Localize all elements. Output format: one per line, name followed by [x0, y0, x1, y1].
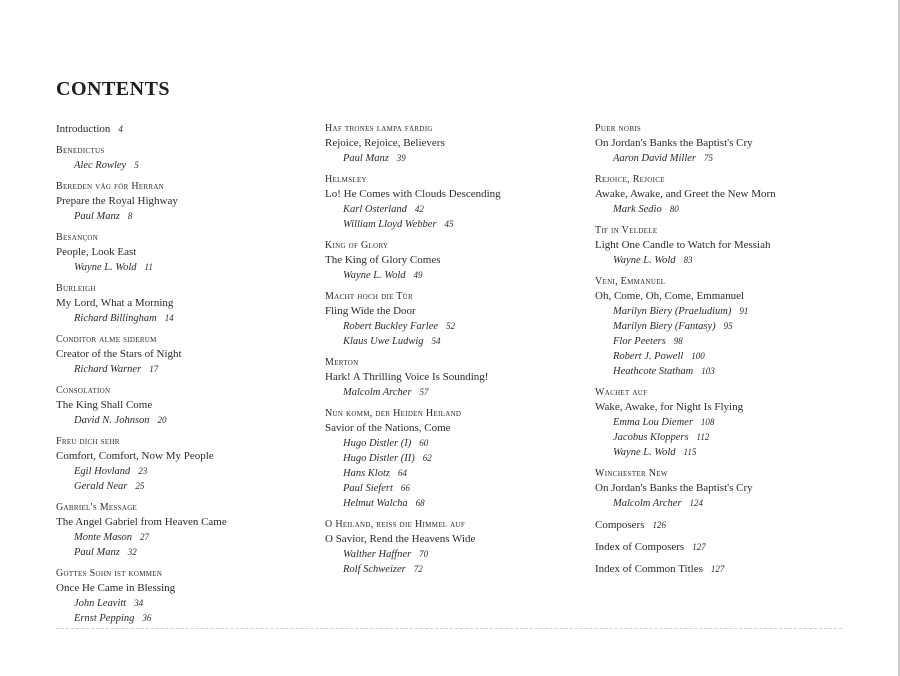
tune-name: Winchester New: [595, 468, 668, 479]
back-matter-label: Index of Common Titles: [595, 563, 703, 575]
arrangement-line[interactable]: [595, 202, 855, 217]
toc-column-3: [595, 122, 855, 584]
composer-name: Robert J. Powell: [613, 351, 684, 362]
page-number: 5: [134, 160, 139, 170]
page-number: 4: [118, 124, 123, 134]
composer-name: John Leavitt: [74, 598, 127, 609]
composer-name: Hans Klotz: [343, 468, 390, 479]
composer-name: Hugo Distler (II): [343, 453, 415, 464]
composer-name: Walther Haffner: [343, 549, 412, 560]
back-matter-label: Composers: [595, 519, 645, 531]
tune-name: Benedictus: [56, 145, 105, 156]
arrangement-line[interactable]: [325, 496, 585, 511]
arrangement-line[interactable]: [56, 209, 316, 224]
arrangement-line[interactable]: [325, 466, 585, 481]
page-number: 108: [700, 417, 715, 427]
tune-name: Conditor alme siderum: [56, 334, 157, 345]
composer-name: Aaron David Miller: [613, 153, 697, 164]
arrangement-line[interactable]: [595, 253, 855, 268]
page-title: CONTENTS: [56, 78, 171, 100]
composer-name: Egil Hovland: [74, 466, 131, 477]
toc-entry: [325, 407, 585, 511]
page-number: 45: [444, 219, 454, 229]
hymn-title: Awake, Awake, and Greet the New Morn: [595, 188, 776, 200]
toc-intro[interactable]: [56, 122, 316, 137]
toc-entry: [56, 501, 316, 560]
hymn-title: Wake, Awake, for Night Is Flying: [595, 401, 744, 413]
arrangement-line[interactable]: [56, 464, 316, 479]
page-number: 127: [692, 542, 706, 552]
arrangement-line[interactable]: [56, 611, 316, 626]
toc-entry: [56, 180, 316, 224]
arrangement-line[interactable]: [595, 334, 855, 349]
back-matter-item[interactable]: [595, 562, 855, 577]
page-number: 127: [710, 564, 725, 574]
arrangement-line[interactable]: [325, 385, 585, 400]
tune-name: Puer nobis: [595, 123, 642, 134]
arrangement-line[interactable]: [56, 158, 316, 173]
tune-name: Veni, Emmanuel: [595, 276, 666, 287]
tune-name: Wachet auf: [595, 387, 648, 398]
toc-entry: [595, 122, 855, 166]
arrangement-line[interactable]: [56, 530, 316, 545]
composer-name: Richard Warner: [74, 364, 142, 375]
tune-name: Macht hoch die Tür: [325, 291, 413, 302]
tune-name: Merton: [325, 357, 359, 368]
arrangement-line[interactable]: [325, 217, 585, 232]
toc-entry: [325, 122, 585, 166]
arrangement-line[interactable]: [56, 545, 316, 560]
hymn-title: Prepare the Royal Highway: [56, 195, 178, 207]
toc-entries: [56, 144, 316, 626]
composer-name: Flor Peeters: [613, 336, 666, 347]
composer-name: Paul Manz: [74, 547, 120, 558]
arrangement-line[interactable]: [595, 445, 855, 460]
toc-column-2: [325, 122, 585, 584]
toc-entry: [56, 384, 316, 428]
arrangement-line[interactable]: [595, 304, 855, 319]
hymn-title: Comfort, Comfort, Now My People: [56, 450, 214, 462]
page-number: 80: [669, 204, 679, 214]
arrangement-line[interactable]: [325, 268, 585, 283]
toc-entry: [325, 239, 585, 283]
arrangement-line[interactable]: [595, 151, 855, 166]
hymn-title: Rejoice, Rejoice, Believers: [325, 137, 445, 149]
page-number: 27: [140, 532, 150, 542]
tune-name: Freu dich sehr: [56, 436, 120, 447]
composer-name: William Lloyd Webber: [343, 219, 437, 230]
page-number: 8: [127, 211, 133, 221]
tune-name: Bereden väg för Herran: [56, 181, 165, 192]
tune-name: King of Glory: [325, 240, 389, 251]
page-number: 103: [701, 366, 715, 376]
tune-name: Burleigh: [56, 283, 96, 294]
toc-entry: [595, 224, 855, 268]
hymn-title: People, Look East: [56, 246, 137, 258]
toc-entry: [325, 356, 585, 400]
composer-name: Helmut Walcha: [343, 498, 408, 509]
page-number: 62: [422, 453, 432, 463]
composer-name: Emma Lou Diemer: [613, 417, 693, 428]
arrangement-line[interactable]: [325, 562, 585, 577]
tune-name: Gottes Sohn ist kommen: [56, 568, 163, 579]
composer-name: Rolf Schweizer: [343, 564, 406, 575]
composer-name: David N. Johnson: [74, 415, 150, 426]
page-number: 36: [142, 613, 152, 623]
hymn-title: Fling Wide the Door: [325, 305, 416, 317]
toc-entry: [56, 333, 316, 377]
page-number: 39: [396, 153, 406, 163]
arrangement-line[interactable]: [595, 349, 855, 364]
arrangement-line[interactable]: [56, 260, 316, 275]
back-matter: [595, 518, 855, 577]
page-number: 124: [689, 498, 704, 508]
tune-name: Besançon: [56, 232, 99, 243]
page-number: 70: [419, 549, 429, 559]
toc-entry: [325, 173, 585, 232]
hymn-title: My Lord, What a Morning: [56, 297, 174, 309]
page-number: 75: [704, 153, 714, 163]
page-number: 66: [400, 483, 410, 493]
page-number: 64: [397, 468, 407, 478]
toc-entry: [56, 435, 316, 494]
arrangement-line[interactable]: [325, 547, 585, 562]
page-number: 11: [144, 262, 153, 272]
tune-name: Tif in Veldele: [595, 225, 658, 236]
page-number: 72: [413, 564, 423, 574]
hymn-title: On Jordan's Banks the Baptist's Cry: [595, 137, 753, 149]
arrangement-line[interactable]: [595, 364, 855, 379]
hymn-title: Creator of the Stars of Night: [56, 348, 182, 360]
tune-name: Nun komm, der Heiden Heiland: [325, 408, 462, 419]
arrangement-line[interactable]: [325, 451, 585, 466]
hymn-title: The King of Glory Comes: [325, 254, 441, 266]
arrangement-line[interactable]: [595, 496, 855, 511]
composer-name: Wayne L. Wold: [343, 270, 406, 281]
page-divider: [56, 628, 842, 629]
page-number: 25: [135, 481, 145, 491]
hymn-title: The King Shall Come: [56, 399, 153, 411]
composer-name: Marilyn Biery (Praeludium): [613, 306, 732, 317]
composer-name: Heathcote Statham: [613, 366, 694, 377]
composer-name: Richard Billingham: [74, 313, 157, 324]
tune-name: O Heiland, reiss die Himmel auf: [325, 519, 466, 530]
composer-name: Wayne L. Wold: [613, 255, 676, 266]
arrangement-line[interactable]: [56, 479, 316, 494]
toc-entry: [595, 386, 855, 460]
arrangement-line[interactable]: [325, 334, 585, 349]
toc-entry: [595, 275, 855, 379]
back-matter-label: Index of Composers: [595, 541, 685, 553]
hymn-title: Lo! He Comes with Clouds Descending: [325, 188, 501, 200]
composer-name: Monte Mason: [74, 532, 133, 543]
page-number: 54: [431, 336, 441, 346]
page-number: 57: [419, 387, 429, 397]
toc-entries: [325, 122, 585, 577]
composer-name: Klaus Uwe Ludwig: [343, 336, 424, 347]
tune-name: Haf trones lampa färdig: [325, 123, 433, 134]
arrangement-line[interactable]: [325, 151, 585, 166]
page-number: 91: [739, 306, 749, 316]
toc-entry: [56, 231, 316, 275]
composer-name: Wayne L. Wold: [74, 262, 137, 273]
composer-name: Paul Manz: [74, 211, 120, 222]
toc-entry: [595, 467, 855, 511]
arrangement-line[interactable]: [56, 596, 316, 611]
tune-name: Consolation: [56, 385, 111, 396]
hymn-title: Once He Came in Blessing: [56, 582, 176, 594]
page-number: 100: [691, 351, 705, 361]
toc-entry: [56, 567, 316, 626]
page-number: 20: [157, 415, 167, 425]
composer-name: Robert Buckley Farlee: [343, 321, 439, 332]
arrangement-line[interactable]: [595, 430, 855, 445]
composer-name: Mark Sedio: [613, 204, 662, 215]
tune-name: Gabriel's Message: [56, 502, 138, 513]
page-number: 126: [652, 520, 666, 530]
arrangement-line[interactable]: [56, 413, 316, 428]
hymn-title: Savior of the Nations, Come: [325, 422, 451, 434]
toc-intro-label: Introduction: [56, 123, 111, 135]
page-number: 83: [683, 255, 693, 265]
hymn-title: The Angel Gabriel from Heaven Came: [56, 516, 227, 528]
hymn-title: On Jordan's Banks the Baptist's Cry: [595, 482, 753, 494]
toc-column-1: [56, 122, 316, 633]
composer-name: Alec Rowley: [74, 160, 127, 171]
toc-entries: [595, 122, 855, 511]
hymn-title: O Savior, Rend the Heavens Wide: [325, 533, 476, 545]
toc-entry: [325, 290, 585, 349]
composer-name: Ernst Pepping: [74, 613, 135, 624]
toc-entry: [56, 282, 316, 326]
page-number: 34: [134, 598, 144, 608]
arrangement-line[interactable]: [56, 362, 316, 377]
page-number: 60: [419, 438, 429, 448]
arrangement-line[interactable]: [325, 436, 585, 451]
toc-entry: [595, 173, 855, 217]
page-number: 112: [696, 432, 710, 442]
page-number: 52: [446, 321, 456, 331]
back-matter-item[interactable]: [595, 540, 855, 555]
composer-name: Karl Osterland: [343, 204, 407, 215]
page-number: 14: [164, 313, 174, 323]
arrangement-line[interactable]: [595, 319, 855, 334]
arrangement-line[interactable]: [56, 311, 316, 326]
hymn-title: Light One Candle to Watch for Messiah: [595, 239, 771, 251]
page-number: 95: [723, 321, 733, 331]
composer-name: Paul Manz: [343, 153, 389, 164]
hymn-title: Oh, Come, Oh, Come, Emmanuel: [595, 290, 745, 302]
page-number: 42: [414, 204, 424, 214]
hymn-title: Hark! A Thrilling Voice Is Sounding!: [325, 371, 489, 383]
composer-name: Malcolm Archer: [613, 498, 682, 509]
tune-name: Helmsley: [325, 174, 367, 185]
page-number: 68: [415, 498, 425, 508]
page-number: 23: [138, 466, 148, 476]
tune-name: Rejoice, Rejoice: [595, 174, 665, 185]
composer-name: Marilyn Biery (Fantasy): [613, 321, 716, 332]
arrangement-line[interactable]: [325, 202, 585, 217]
arrangement-line[interactable]: [325, 319, 585, 334]
page-number: 17: [149, 364, 159, 374]
page-number: 115: [683, 447, 697, 457]
back-matter-item[interactable]: [595, 518, 855, 533]
composer-name: Paul Siefert: [343, 483, 393, 494]
toc-entry: [56, 144, 316, 173]
composer-name: Malcolm Archer: [343, 387, 412, 398]
page-number: 49: [413, 270, 423, 280]
arrangement-line[interactable]: [595, 415, 855, 430]
composer-name: Gerald Near: [74, 481, 128, 492]
page-number: 32: [127, 547, 137, 557]
toc-entry: [325, 518, 585, 577]
composer-name: Wayne L. Wold: [613, 447, 676, 458]
arrangement-line[interactable]: [325, 481, 585, 496]
page-number: 98: [673, 336, 683, 346]
composer-name: Hugo Distler (I): [343, 438, 412, 449]
composer-name: Jacobus Kloppers: [613, 432, 689, 443]
